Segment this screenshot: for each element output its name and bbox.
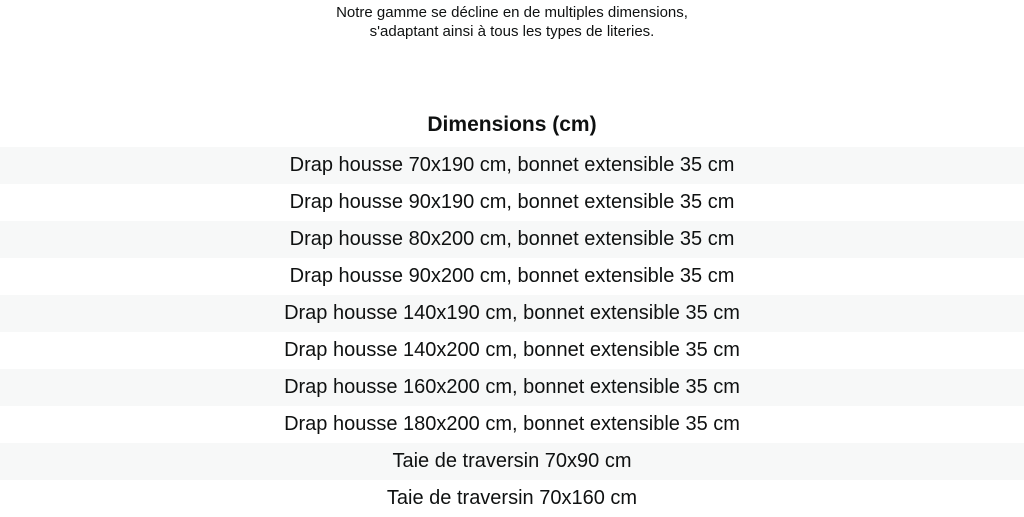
dimension-row: Drap housse 90x200 cm, bonnet extensible 35 cm [289,265,735,287]
dimension-row: Drap housse 90x190 cm, bonnet extensible 35 cm [289,191,735,213]
dimension-row: Taie de traversin 70x90 cm [0,443,1024,480]
dimension-row: Drap housse 80x200 cm, bonnet extensible 35 cm [0,221,1024,258]
dimension-row: Drap housse 180x200 cm, bonnet extensible 35 cm [284,413,740,435]
dimensions-title: Dimensions (cm) [427,113,597,136]
dimension-row: Drap housse 160x200 cm, bonnet extensible 35 cm [0,369,1024,406]
dimensions-table [0,147,1024,517]
intro-line-1: Notre gamme se décline en de multiples dimensions, [336,4,688,21]
dimension-row: Drap housse 70x190 cm, bonnet extensible 35 cm [0,147,1024,184]
intro-text [0,0,1024,41]
dimension-row: Taie de traversin 70x160 cm [386,487,638,509]
intro-line-2: s'adaptant ainsi à tous les types de literies. [369,23,655,40]
dimension-row: Drap housse 140x190 cm, bonnet extensible 35 cm [0,295,1024,332]
dimension-row: Drap housse 140x200 cm, bonnet extensible 35 cm [284,339,740,361]
